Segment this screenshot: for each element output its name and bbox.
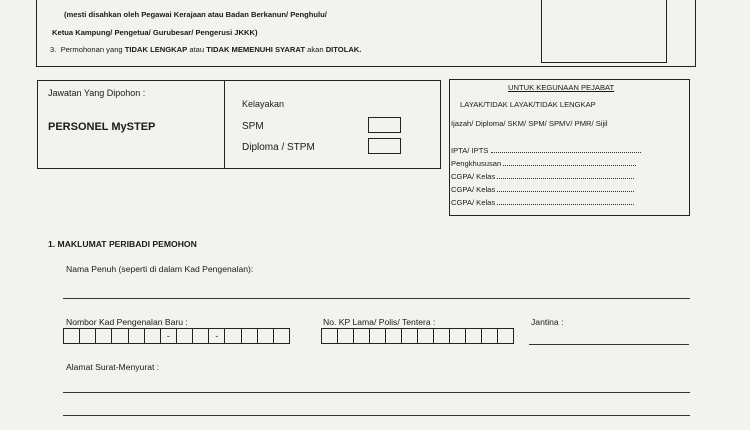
note-text: atau bbox=[189, 45, 205, 54]
ic-cell bbox=[80, 329, 96, 343]
note-text: Permohonan yang bbox=[60, 45, 123, 54]
old-ic-cell bbox=[450, 329, 466, 343]
ic-cell bbox=[145, 329, 161, 343]
new-ic-label: Nombor Kad Pengenalan Baru : bbox=[66, 317, 188, 327]
old-ic-cell bbox=[322, 329, 338, 343]
note-item-3 bbox=[50, 45, 361, 54]
office-field-dots[interactable] bbox=[497, 170, 634, 179]
ic-cell bbox=[64, 329, 80, 343]
office-status: LAYAK/TIDAK LAYAK/TIDAK LENGKAP bbox=[460, 100, 596, 109]
address-line-1[interactable] bbox=[63, 392, 690, 393]
diploma-checkbox[interactable] bbox=[368, 138, 401, 154]
section-1-title: 1. MAKLUMAT PERIBADI PEMOHON bbox=[48, 239, 197, 249]
old-ic-cell bbox=[434, 329, 450, 343]
old-ic-cell bbox=[386, 329, 402, 343]
full-name-label: Nama Penuh (seperti di dalam Kad Pengenalan): bbox=[66, 264, 254, 274]
gender-line[interactable] bbox=[529, 344, 689, 345]
note-line-2: Ketua Kampung/ Pengetua/ Gurubesar/ Pengerusi JKKK) bbox=[52, 28, 258, 37]
ic-cell bbox=[112, 329, 128, 343]
note-text: akan bbox=[307, 45, 324, 54]
old-ic-label: No. KP Lama/ Polis/ Tentera : bbox=[323, 317, 436, 327]
qualification-label: Kelayakan bbox=[242, 99, 285, 109]
ic-cell bbox=[242, 329, 258, 343]
ic-separator: - bbox=[161, 329, 177, 343]
office-field-label: IPTA/ IPTS bbox=[451, 146, 489, 155]
office-field-dots[interactable] bbox=[503, 157, 636, 166]
note-emphasis: DITOLAK. bbox=[325, 45, 362, 54]
old-ic-input[interactable] bbox=[321, 328, 514, 344]
office-field-label: CGPA/ Kelas bbox=[451, 185, 496, 194]
option-diploma-label: Diploma / STPM bbox=[242, 142, 315, 153]
office-field-label: CGPA/ Kelas bbox=[451, 172, 496, 181]
old-ic-cell bbox=[498, 329, 513, 343]
office-field-dots[interactable] bbox=[497, 196, 634, 205]
position-value: PERSONEL MySTEP bbox=[48, 121, 156, 133]
ic-separator: - bbox=[209, 329, 225, 343]
note-emphasis: TIDAK LENGKAP bbox=[124, 45, 188, 54]
note-emphasis: TIDAK MEMENUHI SYARAT bbox=[206, 45, 305, 54]
address-line-2[interactable] bbox=[63, 415, 690, 416]
office-field-specialisation bbox=[451, 157, 636, 168]
address-label: Alamat Surat-Menyurat : bbox=[66, 362, 160, 372]
office-field-dots[interactable] bbox=[497, 183, 634, 192]
old-ic-cell bbox=[370, 329, 386, 343]
position-label: Jawatan Yang Dipohon : bbox=[48, 88, 146, 98]
office-field-label: Pengkhususan bbox=[451, 159, 502, 168]
ic-cell bbox=[193, 329, 209, 343]
ic-cell bbox=[96, 329, 112, 343]
ic-cell bbox=[258, 329, 274, 343]
office-field-ipta bbox=[451, 144, 641, 155]
note-line-1: (mesti disahkan oleh Pegawai Kerajaan atau Badan Berkanun/ Penghulu/ bbox=[64, 10, 327, 19]
office-field-cgpa-2 bbox=[451, 183, 634, 194]
ic-cell bbox=[177, 329, 193, 343]
old-ic-cell bbox=[466, 329, 482, 343]
photo-box bbox=[541, 0, 667, 63]
old-ic-cell bbox=[338, 329, 354, 343]
office-field-dots[interactable] bbox=[491, 144, 641, 153]
ic-cell bbox=[274, 329, 289, 343]
office-field-cgpa-1 bbox=[451, 170, 634, 181]
office-title: UNTUK KEGUNAAN PEJABAT bbox=[508, 83, 615, 92]
old-ic-cell bbox=[402, 329, 418, 343]
office-field-cgpa-3 bbox=[451, 196, 634, 207]
option-spm-label: SPM bbox=[242, 121, 264, 132]
position-divider bbox=[224, 80, 225, 169]
old-ic-cell bbox=[354, 329, 370, 343]
old-ic-cell bbox=[482, 329, 498, 343]
new-ic-input[interactable] bbox=[63, 328, 290, 344]
note-number: 3. bbox=[50, 45, 57, 54]
full-name-line[interactable] bbox=[63, 298, 690, 299]
office-docs: Ijazah/ Diploma/ SKM/ SPM/ SPMV/ PMR/ Sijil bbox=[451, 119, 608, 128]
gender-label: Jantina : bbox=[531, 317, 564, 327]
ic-cell bbox=[129, 329, 145, 343]
office-field-label: CGPA/ Kelas bbox=[451, 198, 496, 207]
old-ic-cell bbox=[418, 329, 434, 343]
spm-checkbox[interactable] bbox=[368, 117, 401, 133]
ic-cell bbox=[225, 329, 241, 343]
